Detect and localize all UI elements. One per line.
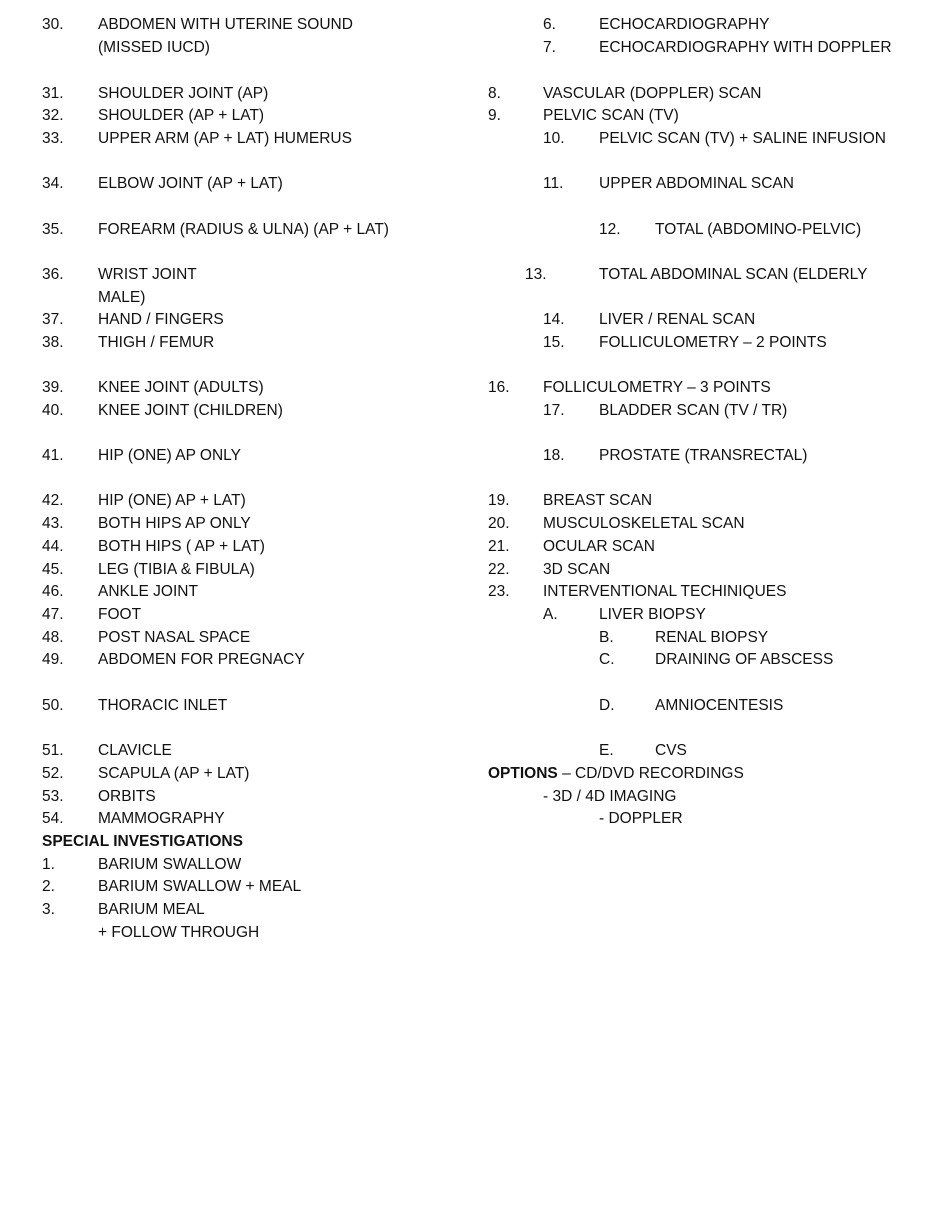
item-text: SHOULDER (AP + LAT) — [98, 107, 265, 124]
item-text: BLADDER SCAN (TV / TR) — [599, 402, 788, 419]
item-text: BOTH HIPS ( AP + LAT) — [98, 538, 265, 555]
sub-item-text: AMNIOCENTESIS — [655, 697, 784, 714]
item-number: 43. — [42, 515, 64, 532]
item-text: CLAVICLE — [98, 742, 172, 759]
item-number: 14. — [543, 311, 565, 328]
item-number: 11. — [543, 175, 564, 192]
item-text: INTERVENTIONAL TECHINIQUES — [543, 583, 787, 600]
item-number: 33. — [42, 130, 64, 147]
item-number: 50. — [42, 697, 64, 714]
item-text: LEG (TIBIA & FIBULA) — [98, 561, 255, 578]
item-number: 1. — [42, 856, 55, 873]
item-text: PELVIC SCAN (TV) — [543, 107, 679, 124]
item-text: ELBOW JOINT (AP + LAT) — [98, 175, 283, 192]
item-number: 19. — [488, 492, 510, 509]
item-number: 35. — [42, 221, 64, 238]
item-text: ANKLE JOINT — [98, 583, 198, 600]
item-text-continued: MALE) — [98, 289, 146, 306]
item-text-continued: + FOLLOW THROUGH — [98, 924, 260, 941]
item-text: BREAST SCAN — [543, 492, 653, 509]
item-text: ECHOCARDIOGRAPHY — [599, 16, 770, 33]
options-line — [488, 764, 744, 784]
item-number: 44. — [42, 538, 64, 555]
item-text: PELVIC SCAN (TV) + SALINE INFUSION — [599, 130, 886, 147]
item-number: 6. — [543, 16, 556, 33]
item-number: 46. — [42, 583, 64, 600]
sub-item-text: DRAINING OF ABSCESS — [655, 651, 834, 668]
sub-item-text: RENAL BIOPSY — [655, 629, 769, 646]
item-number: 48. — [42, 629, 64, 646]
item-number: 9. — [488, 107, 501, 124]
item-text: KNEE JOINT (ADULTS) — [98, 379, 264, 396]
item-number: 30. — [42, 16, 64, 33]
options-line-3: - DOPPLER — [599, 810, 683, 827]
item-text: UPPER ARM (AP + LAT) HUMERUS — [98, 130, 352, 147]
item-text: FOLLICULOMETRY – 2 POINTS — [599, 334, 827, 351]
item-number: 37. — [42, 311, 64, 328]
item-text: PROSTATE (TRANSRECTAL) — [599, 447, 808, 464]
item-text: WRIST JOINT — [98, 266, 197, 283]
item-number: 31. — [42, 85, 64, 102]
item-text: BOTH HIPS AP ONLY — [98, 515, 251, 532]
item-number: 17. — [543, 402, 565, 419]
item-number: 3. — [42, 901, 55, 918]
sub-item-letter: D. — [599, 697, 615, 714]
item-number: 22. — [488, 561, 510, 578]
item-number: 54. — [42, 810, 64, 827]
item-number: 15. — [543, 334, 565, 351]
options-text: – CD/DVD RECORDINGS — [557, 765, 744, 782]
item-text: UPPER ABDOMINAL SCAN — [599, 175, 794, 192]
item-text: ECHOCARDIOGRAPHY WITH DOPPLER — [599, 39, 892, 56]
options-label: OPTIONS — [488, 765, 558, 782]
item-number: 8. — [488, 85, 501, 102]
section-heading: SPECIAL INVESTIGATIONS — [42, 833, 243, 850]
item-text: LIVER / RENAL SCAN — [599, 311, 756, 328]
item-number: 45. — [42, 561, 64, 578]
item-number: 7. — [543, 39, 556, 56]
item-number: 38. — [42, 334, 64, 351]
item-number: 32. — [42, 107, 64, 124]
item-number: 42. — [42, 492, 64, 509]
item-number: 13. — [525, 266, 547, 283]
sub-item-text: LIVER BIOPSY — [599, 606, 706, 623]
item-number: 20. — [488, 515, 510, 532]
sub-item-letter: E. — [599, 742, 614, 759]
item-number: 39. — [42, 379, 64, 396]
item-text: SCAPULA (AP + LAT) — [98, 765, 250, 782]
item-number: 49. — [42, 651, 64, 668]
item-number: 16. — [488, 379, 510, 396]
item-text: ABDOMEN WITH UTERINE SOUND — [98, 16, 353, 33]
item-text: BARIUM SWALLOW + MEAL — [98, 878, 302, 895]
item-text: THORACIC INLET — [98, 697, 228, 714]
item-number: 47. — [42, 606, 64, 623]
item-text: HIP (ONE) AP ONLY — [98, 447, 241, 464]
item-text: BARIUM MEAL — [98, 901, 205, 918]
item-text: THIGH / FEMUR — [98, 334, 215, 351]
sub-item-text: CVS — [655, 742, 687, 759]
item-text: KNEE JOINT (CHILDREN) — [98, 402, 283, 419]
item-text: SHOULDER JOINT (AP) — [98, 85, 269, 102]
item-number: 51. — [42, 742, 64, 759]
item-text: FOREARM (RADIUS & ULNA) (AP + LAT) — [98, 221, 389, 238]
item-text: ORBITS — [98, 788, 156, 805]
item-text: 3D SCAN — [543, 561, 611, 578]
item-number: 2. — [42, 878, 55, 895]
item-number: 41. — [42, 447, 64, 464]
item-text-continued: (MISSED IUCD) — [98, 39, 210, 56]
item-number: 23. — [488, 583, 510, 600]
item-number: 40. — [42, 402, 64, 419]
item-number: 53. — [42, 788, 64, 805]
sub-item-letter: C. — [599, 651, 615, 668]
item-text: OCULAR SCAN — [543, 538, 655, 555]
item-text: FOOT — [98, 606, 142, 623]
item-number: 12. — [599, 221, 621, 238]
item-text: MAMMOGRAPHY — [98, 810, 225, 827]
item-number: 10. — [543, 130, 565, 147]
item-text: POST NASAL SPACE — [98, 629, 251, 646]
item-number: 18. — [543, 447, 565, 464]
item-text: MUSCULOSKELETAL SCAN — [543, 515, 745, 532]
item-text: TOTAL ABDOMINAL SCAN (ELDERLY — [599, 266, 868, 283]
sub-item-letter: B. — [599, 629, 614, 646]
item-text: VASCULAR (DOPPLER) SCAN — [543, 85, 762, 102]
item-text: HAND / FINGERS — [98, 311, 224, 328]
item-text: FOLLICULOMETRY – 3 POINTS — [543, 379, 771, 396]
item-text: TOTAL (ABDOMINO-PELVIC) — [655, 221, 862, 238]
item-number: 52. — [42, 765, 64, 782]
sub-item-letter: A. — [543, 606, 558, 623]
options-line-2: - 3D / 4D IMAGING — [543, 788, 677, 805]
item-number: 21. — [488, 538, 510, 555]
item-number: 36. — [42, 266, 64, 283]
item-text: HIP (ONE) AP + LAT) — [98, 492, 246, 509]
item-text: ABDOMEN FOR PREGNACY — [98, 651, 305, 668]
item-number: 34. — [42, 175, 64, 192]
item-text: BARIUM SWALLOW — [98, 856, 242, 873]
